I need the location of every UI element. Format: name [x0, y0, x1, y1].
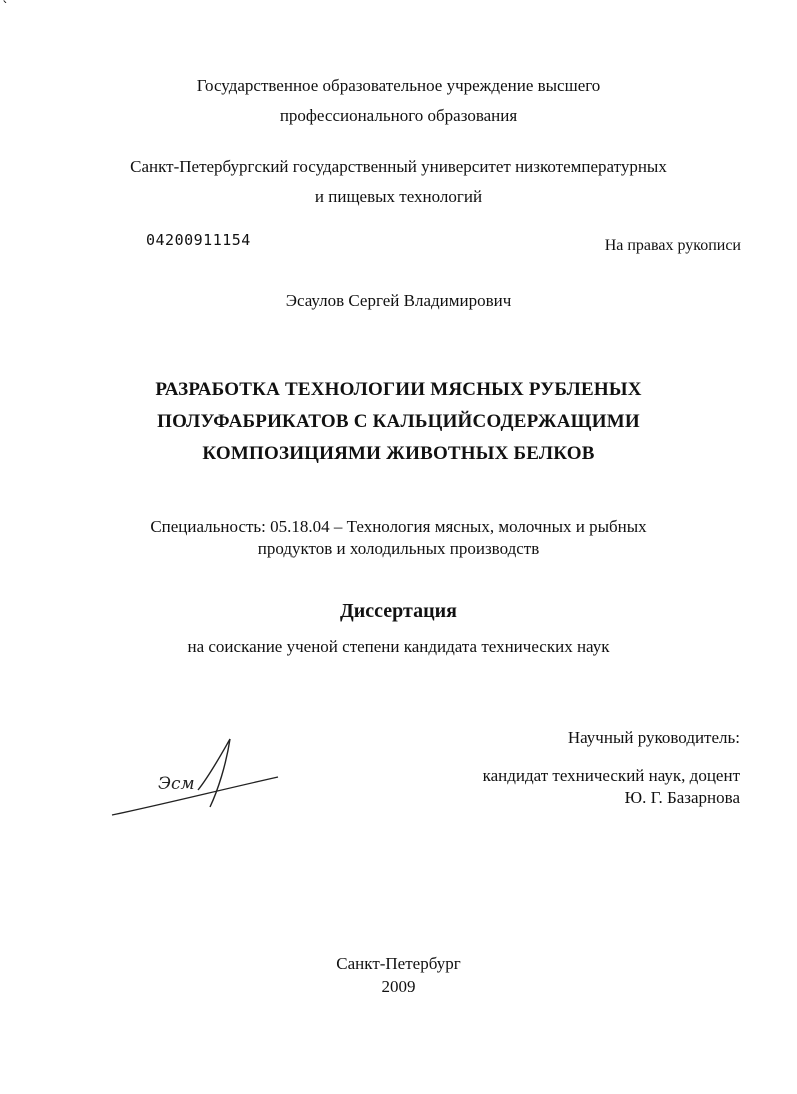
title-line-2: ПОЛУФАБРИКАТОВ С КАЛЬЦИЙСОДЕРЖАЩИМИ — [157, 411, 640, 432]
rights-note: На правах рукописи — [604, 237, 741, 254]
title-line-3: КОМПОЗИЦИЯМИ ЖИВОТНЫХ БЕЛКОВ — [202, 443, 595, 464]
handwritten-signature — [110, 735, 290, 825]
dissertation-subheading: на соискание ученой степени кандидата технических наук — [187, 637, 610, 656]
document-number: 04200911154 — [146, 231, 251, 249]
institution-line-2: профессионального образования — [279, 106, 518, 125]
signature-initials: Эсм — [158, 774, 195, 794]
institution-line-1: Государственное образовательное учреждение высшего — [196, 76, 601, 95]
dissertation-heading: Диссертация — [340, 600, 457, 622]
university-line-1: Санкт-Петербургский государственный университет низкотемпературных — [130, 157, 667, 176]
specialty-line-1: Специальность: 05.18.04 – Технология мясных, молочных и рыбных — [150, 517, 647, 536]
supervisor-degree: кандидат технический наук, доцент — [482, 766, 740, 785]
title-line-1: РАЗРАБОТКА ТЕХНОЛОГИИ МЯСНЫХ РУБЛЕНЫХ — [155, 379, 642, 400]
author-name: Эсаулов Сергей Владимирович — [285, 291, 512, 310]
supervisor-label: Научный руководитель: — [567, 728, 740, 747]
university-line-2: и пищевых технологий — [314, 187, 483, 206]
signature-fall-stroke — [210, 739, 230, 807]
year: 2009 — [381, 977, 416, 996]
supervisor-name: Ю. Г. Базарнова — [624, 788, 740, 807]
signature-underline-stroke — [112, 777, 278, 815]
city: Санкт-Петербург — [336, 954, 461, 973]
scan-corner-mark: ` — [2, 0, 9, 16]
specialty-line-2: продуктов и холодильных производств — [257, 539, 540, 558]
